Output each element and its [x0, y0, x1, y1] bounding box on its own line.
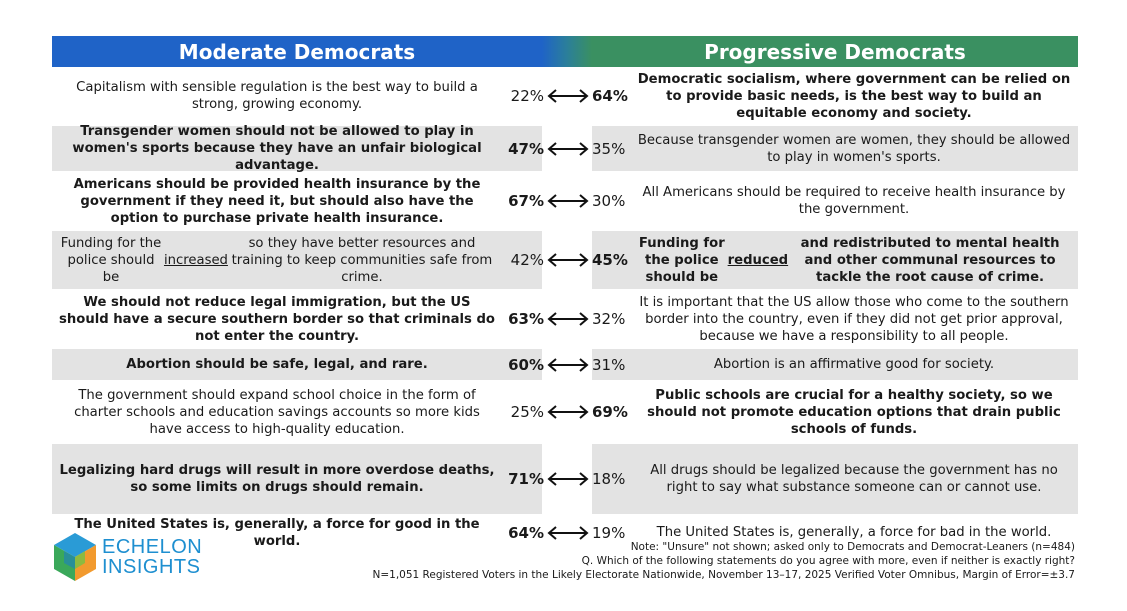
moderate-statement: Americans should be provided health insurance by the government if they need it, but should also have the option to purchase private health insurance. [73, 176, 481, 226]
table-row [52, 69, 1078, 123]
progressive-percent: 45% [592, 251, 628, 269]
moderate-statement: The government should expand school choice in the form of charter schools and education savings accounts so more kids have access to high-quality education. [74, 387, 480, 437]
progressive-percent: 30% [592, 192, 626, 210]
moderate-percent: 47% [508, 139, 544, 158]
progressive-percent: 64% [592, 87, 628, 105]
progressive-statement: The United States is, generally, a force for bad in the world. [656, 525, 1052, 540]
moderate-statement: The United States is, generally, a force for good in the world. [74, 516, 480, 549]
table-row [52, 383, 1078, 441]
moderate-percent: 63% [508, 310, 544, 328]
moderate-statement: Abortion should be safe, legal, and rare. [126, 357, 428, 372]
progressive-statement: All drugs should be legalized because the government has no right to say what substance someone can or cannot use. [650, 463, 1058, 495]
progressive-statement: All Americans should be required to receive health insurance by the government. [642, 185, 1066, 217]
moderate-statement: We should not reduce legal immigration, but the US should have a secure southern border so that criminals do not enter the country. [59, 294, 495, 344]
moderate-percent: 67% [508, 192, 544, 210]
moderate-statement: Funding for the police should be increased so they have better resources and training to keep communities safe from crime. [60, 235, 493, 285]
double-arrow-icon [546, 88, 590, 104]
moderate-percent: 64% [508, 523, 544, 542]
header-moderate-democrats: Moderate Democrats [52, 36, 542, 67]
logo-text-echelon: ECHELON [102, 536, 203, 558]
note-unsure: Note: "Unsure" not shown; asked only to Democrats and Democrat-Leaners (n=484) [630, 541, 1075, 553]
progressive-statement: Public schools are crucial for a healthy society, so we should not promote education options that drain public schools of funds. [647, 387, 1061, 437]
header-gradient-divider [542, 36, 592, 67]
progressive-percent: 69% [592, 403, 628, 421]
moderate-percent: 60% [508, 355, 544, 374]
table-row [52, 349, 1078, 380]
progressive-percent: 31% [592, 355, 626, 374]
progressive-percent: 35% [592, 139, 626, 158]
table-header [52, 36, 1078, 67]
logo-text-insights: INSIGHTS [102, 556, 201, 578]
double-arrow-icon [546, 525, 590, 541]
progressive-percent: 18% [592, 470, 626, 488]
progressive-statement: Because transgender women are women, they should be allowed to play in women's sports. [637, 132, 1071, 165]
logo-cube-icon [52, 532, 98, 582]
moderate-statement: Capitalism with sensible regulation is the best way to build a strong, growing economy. [76, 80, 478, 112]
echelon-insights-logo [52, 532, 212, 584]
double-arrow-icon [546, 193, 590, 209]
double-arrow-icon [546, 357, 590, 373]
moderate-percent: 22% [510, 87, 544, 105]
moderate-percent: 25% [510, 403, 544, 421]
progressive-statement: Democratic socialism, where government can be relied on to provide basic needs, is the best way to build an equitable economy and society. [637, 71, 1071, 121]
progressive-percent: 19% [592, 523, 626, 542]
table-row [52, 126, 1078, 171]
moderate-statement: Transgender women should not be allowed to play in women's sports because they have an unfair biological advantage. [72, 124, 482, 173]
progressive-statement: Funding for the police should be reduced and redistributed to mental health and other communal resources to tackle the root cause of crime. [638, 235, 1060, 285]
double-arrow-icon [546, 141, 590, 157]
progressive-statement: Abortion is an affirmative good for society. [713, 357, 995, 372]
double-arrow-icon [546, 252, 590, 268]
progressive-statement: It is important that the US allow those who come to the southern border into the country, even if they did not get prior approval, because we have a responsibility to all people. [639, 294, 1069, 344]
note-question: Q. Which of the following statements do you agree with more, even if neither is exactly right? [581, 555, 1075, 567]
header-progressive-democrats: Progressive Democrats [592, 36, 1078, 67]
moderate-statement: Legalizing hard drugs will result in more overdose deaths, so some limits on drugs should remain. [59, 463, 495, 495]
table-row [52, 444, 1078, 514]
double-arrow-icon [546, 404, 590, 420]
double-arrow-icon [546, 471, 590, 487]
table-row [52, 231, 1078, 289]
moderate-percent: 71% [508, 470, 544, 488]
table-row [52, 292, 1078, 346]
progressive-percent: 32% [592, 310, 626, 328]
moderate-percent: 42% [510, 251, 544, 269]
table-row [52, 174, 1078, 228]
note-methodology: N=1,051 Registered Voters in the Likely Electorate Nationwide, November 13–17, 2025 Verified Voter Omnibus, Margin of Error=±3.7 [372, 569, 1075, 581]
double-arrow-icon [546, 311, 590, 327]
